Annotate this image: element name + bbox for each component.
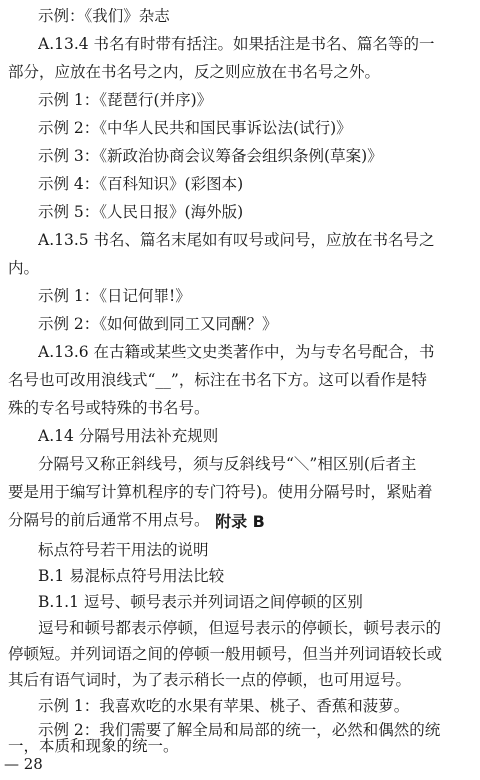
- text-line: B.1 易混标点符号用法比较: [38, 567, 225, 585]
- text-line: 逗号和顿号都表示停顿，但逗号表示的停顿长，顿号表示的: [38, 619, 442, 637]
- text-line: 示例 1：我喜欢吃的水果有苹果、桃子、香蕉和菠萝。: [38, 697, 410, 715]
- text-line: 一，本质和现象的统一。: [8, 737, 179, 755]
- text-line: 部分，应放在书名号之内，反之则应放在书名号之外。: [8, 63, 381, 81]
- text-line: A.13.5 书名、篇名末尾如有叹号或问号，应放在书名号之: [38, 231, 435, 249]
- text-line: 示例 2：《中华人民共和国民事诉讼法(试行)》: [38, 119, 352, 137]
- text-line: 标点符号若干用法的说明: [38, 541, 209, 559]
- text-line: 示例 3：《新政治协商会议筹备会组织条例(草案)》: [38, 147, 383, 165]
- text-line: 示例 2：我们需要了解全局和局部的统一，必然和偶然的统: [38, 721, 441, 739]
- text-line: 示例 1：《琵琶行(并序)》: [38, 91, 213, 109]
- text-line: 分隔号又称正斜线号，须与反斜线号“＼”相区别(后者主: [38, 455, 417, 473]
- text-line: 殊的专名号或特殊的书名号。: [8, 399, 210, 417]
- text-line: A.13.6 在古籍或某些文史类著作中，为与专名号配合，书: [38, 343, 435, 361]
- text-line: 要是用于编写计算机程序的专门符号)。使用分隔号时，紧贴着: [8, 483, 433, 501]
- text-line: 停顿短。并列词语之间的停顿一般用顿号，但当并列词语较长或: [8, 645, 443, 663]
- text-line: 示例 5：《人民日报》(海外版): [38, 203, 244, 221]
- appendix-heading: 附录 B: [215, 512, 265, 531]
- text-line: 示例 4：《百科知识》(彩图本): [38, 175, 244, 193]
- text-line: 示例：《我们》杂志: [38, 7, 170, 25]
- text-line: A.14 分隔号用法补充规则: [38, 427, 219, 445]
- text-line: 分隔号的前后通常不用点号。: [8, 511, 210, 529]
- text-line: 其后有语气词时，为了表示稍长一点的停顿，也可用逗号。: [8, 671, 412, 689]
- text-line: 名号也可改用浪线式“__”，标注在书名下方。这可以看作是特: [8, 371, 427, 389]
- text-line: B.1.1 逗号、顿号表示并列词语之间停顿的区别: [38, 593, 363, 611]
- text-line: 示例 1：《日记何罪!》: [38, 287, 191, 305]
- text-line: A.13.4 书名有时带有括注。如果括注是书名、篇名等的一: [38, 35, 435, 53]
- text-line: 内。: [8, 259, 40, 277]
- page-number: — 28: [4, 755, 43, 773]
- text-line: 示例 2：《如何做到同工又同酬？》: [38, 315, 278, 333]
